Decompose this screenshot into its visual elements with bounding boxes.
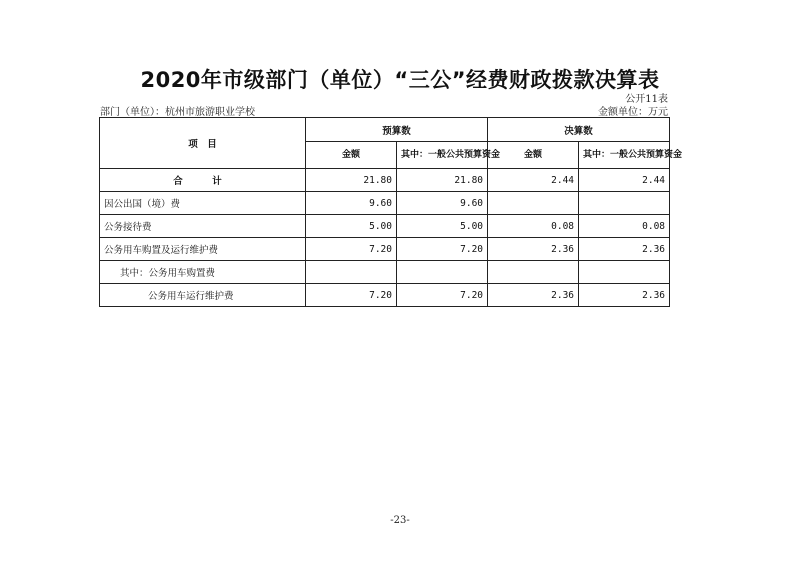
department-label: 部门（单位）：杭州市旅游职业学校 xyxy=(100,107,255,118)
final-amount-cell xyxy=(488,192,579,215)
expense-table xyxy=(99,117,683,307)
header-item: 项 目 xyxy=(100,118,306,169)
row-label: 合 计 xyxy=(100,169,306,192)
table-row xyxy=(100,261,670,284)
amount-unit: 金额单位：万元 xyxy=(598,107,668,118)
table-number: 公开11表 xyxy=(625,94,668,105)
header-final-amount: 金额 xyxy=(488,142,579,169)
final-public-cell: 2.36 xyxy=(579,238,670,261)
budget-public-cell xyxy=(397,261,488,284)
header-budget: 预算数 xyxy=(306,118,488,142)
budget-amount-cell: 21.80 xyxy=(306,169,397,192)
header-row-1 xyxy=(100,118,670,142)
table-row xyxy=(100,192,670,215)
page-number: -23- xyxy=(390,515,410,526)
row-label: 公务接待费 xyxy=(100,215,306,238)
row-label: 其中：公务用车购置费 xyxy=(100,261,306,284)
header-final: 决算数 xyxy=(488,118,670,142)
final-amount-cell: 2.44 xyxy=(488,169,579,192)
table-row xyxy=(100,284,670,307)
budget-amount-cell: 5.00 xyxy=(306,215,397,238)
page-title: 2020年市级部门（单位）“三公”经费财政拨款决算表 xyxy=(140,68,660,92)
final-amount-cell xyxy=(488,261,579,284)
final-public-cell xyxy=(579,192,670,215)
final-public-cell: 0.08 xyxy=(579,215,670,238)
row-label: 因公出国（境）费 xyxy=(100,192,306,215)
budget-amount-cell: 7.20 xyxy=(306,284,397,307)
table-row xyxy=(100,215,670,238)
final-amount-cell: 2.36 xyxy=(488,238,579,261)
header-budget-public: 其中：一般公共预算资金 xyxy=(397,142,488,169)
final-amount-cell: 2.36 xyxy=(488,284,579,307)
budget-public-cell: 9.60 xyxy=(397,192,488,215)
row-label: 公务用车运行维护费 xyxy=(100,284,306,307)
final-public-cell: 2.44 xyxy=(579,169,670,192)
budget-public-cell: 7.20 xyxy=(397,284,488,307)
budget-amount-cell: 7.20 xyxy=(306,238,397,261)
table-row xyxy=(100,238,670,261)
budget-amount-cell xyxy=(306,261,397,284)
budget-public-cell: 21.80 xyxy=(397,169,488,192)
final-public-cell: 2.36 xyxy=(579,284,670,307)
final-public-cell xyxy=(579,261,670,284)
header-budget-amount: 金额 xyxy=(306,142,397,169)
header-final-public: 其中：一般公共预算资金 xyxy=(579,142,670,169)
final-amount-cell: 0.08 xyxy=(488,215,579,238)
budget-amount-cell: 9.60 xyxy=(306,192,397,215)
row-label: 公务用车购置及运行维护费 xyxy=(100,238,306,261)
budget-public-cell: 5.00 xyxy=(397,215,488,238)
table-row-total xyxy=(100,169,670,192)
budget-public-cell: 7.20 xyxy=(397,238,488,261)
